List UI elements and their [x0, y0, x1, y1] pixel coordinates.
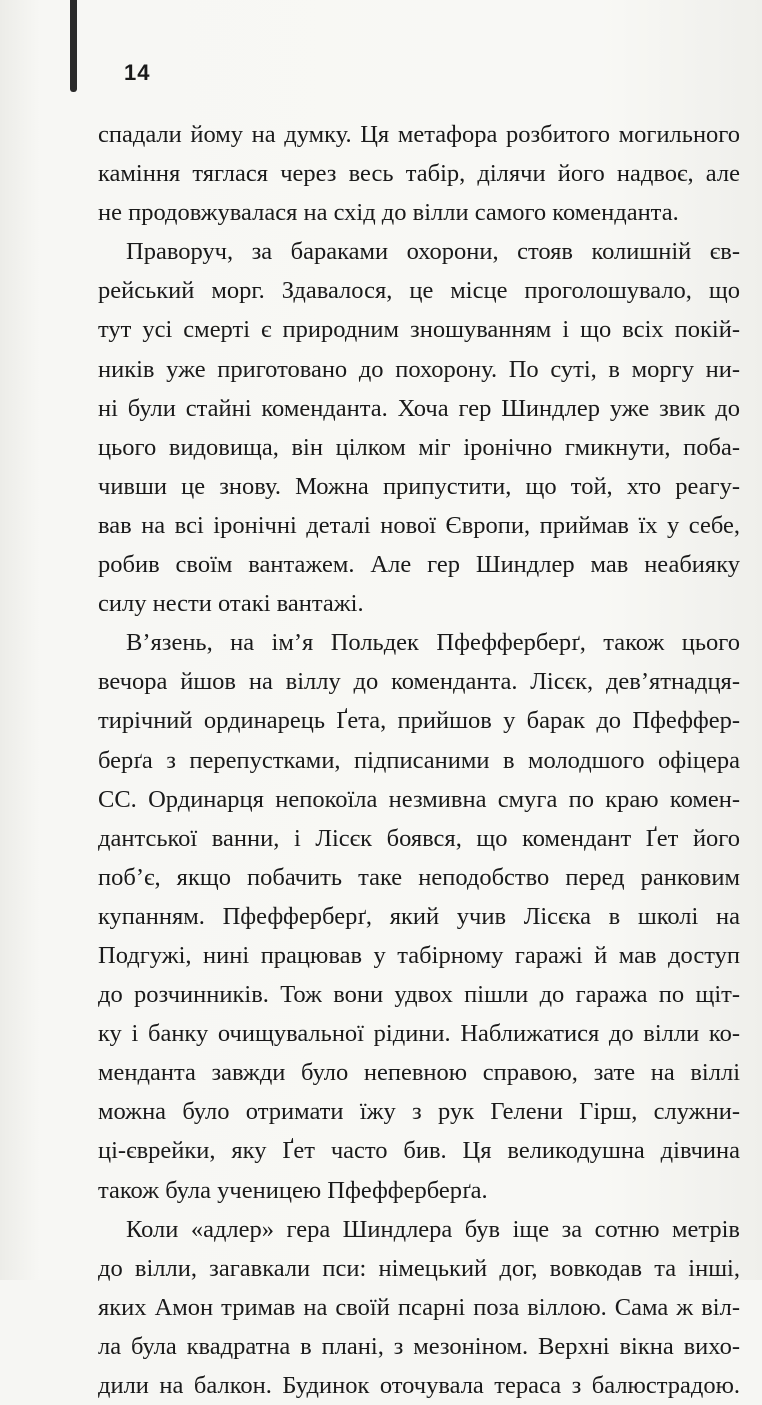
text-line: робив своїм вантажем. Але гер Шиндлер мав неабияку [98, 551, 740, 579]
text-line: рейський морг. Здавалося, це місце проголошувало, що [98, 277, 740, 305]
text-line: Праворуч, за бараками охорони, стояв колишній єв- [126, 238, 740, 266]
text-line: яких Амон тримав на своїй псарні поза віллою. Сама ж віл- [98, 1293, 740, 1321]
binding-edge-mark [70, 0, 77, 92]
page-number: 14 [124, 60, 151, 85]
text-line: тут усі смерті є природним зношуванням і що всіх покій- [98, 316, 740, 344]
body-text [98, 115, 740, 1405]
text-line: вав на всі іронічні деталі нової Європи, приймав їх у себе, [98, 511, 740, 539]
text-line: до вілли, загавкали пси: німецький дог, вовкодав та інші, [98, 1254, 740, 1282]
text-line: каміння тяглася через весь табір, ділячи його надвоє, але [98, 160, 740, 188]
text-line: Подгужі, нині працював у табірному гаражі й мав доступ [98, 941, 740, 969]
text-line: купанням. Пфефферберґ, який учив Лісєка в школі на [98, 902, 740, 930]
text-line: спадали йому на думку. Ця метафора розбитого могильного [98, 121, 740, 148]
text-line: силу нести отакі вантажі. [98, 590, 364, 618]
text-line: СС. Ординарця непокоїла незмивна смуга по краю комен- [98, 785, 740, 813]
text-line: не продовжувалася на схід до вілли самого коменданта. [98, 199, 679, 227]
text-line: Коли «адлер» гера Шиндлера був іще за сотню метрів [126, 1215, 740, 1243]
text-line: берґа з перепустками, підписаними в молодшого офіцера [98, 746, 740, 774]
text-line: менданта завжди було непевною справою, зате на віллі [98, 1059, 740, 1087]
text-line: цього видовища, він цілком міг іронічно гмикнути, поба- [98, 433, 740, 461]
text-line: чивши це знову. Можна припустити, що той, хто реагу- [98, 472, 740, 500]
text-line: тирічний ординарець Ґета, прийшов у барак до Пфеффер- [98, 707, 740, 735]
text-line: ку і банку очищувальної рідини. Наближатися до вілли ко- [98, 1020, 740, 1048]
text-line: ці-єврейки, яку Ґет часто бив. Ця великодушна дівчина [98, 1137, 740, 1165]
text-line: дили на балкон. Будинок оточувала тераса з балюстрадою. [98, 1372, 740, 1399]
text-line: поб’є, якщо побачить таке неподобство перед ранковим [98, 863, 740, 891]
text-line: вечора йшов на віллу до коменданта. Лісєк, дев’ятнадця- [98, 668, 740, 696]
text-line: ні були стайні коменданта. Хоча гер Шиндлер уже звик до [98, 394, 740, 422]
text-line: також була ученицею Пфефферберґа. [98, 1176, 488, 1204]
text-line: дантської ванни, і Лісєк боявся, що комендант Ґет його [98, 824, 740, 852]
text-line: до розчинників. Тож вони удвох пішли до гаража по щіт- [98, 981, 740, 1009]
text-line: ників уже приготовано до похорону. По суті, в моргу ни- [98, 355, 740, 383]
text-line: ла була квадратна в плані, з мезоніном. Верхні вікна вихо- [98, 1332, 740, 1360]
text-line: В’язень, на ім’я Польдек Пфефферберґ, також цього [126, 629, 740, 657]
text-line: можна було отримати їжу з рук Гелени Гірш, служни- [98, 1098, 740, 1126]
